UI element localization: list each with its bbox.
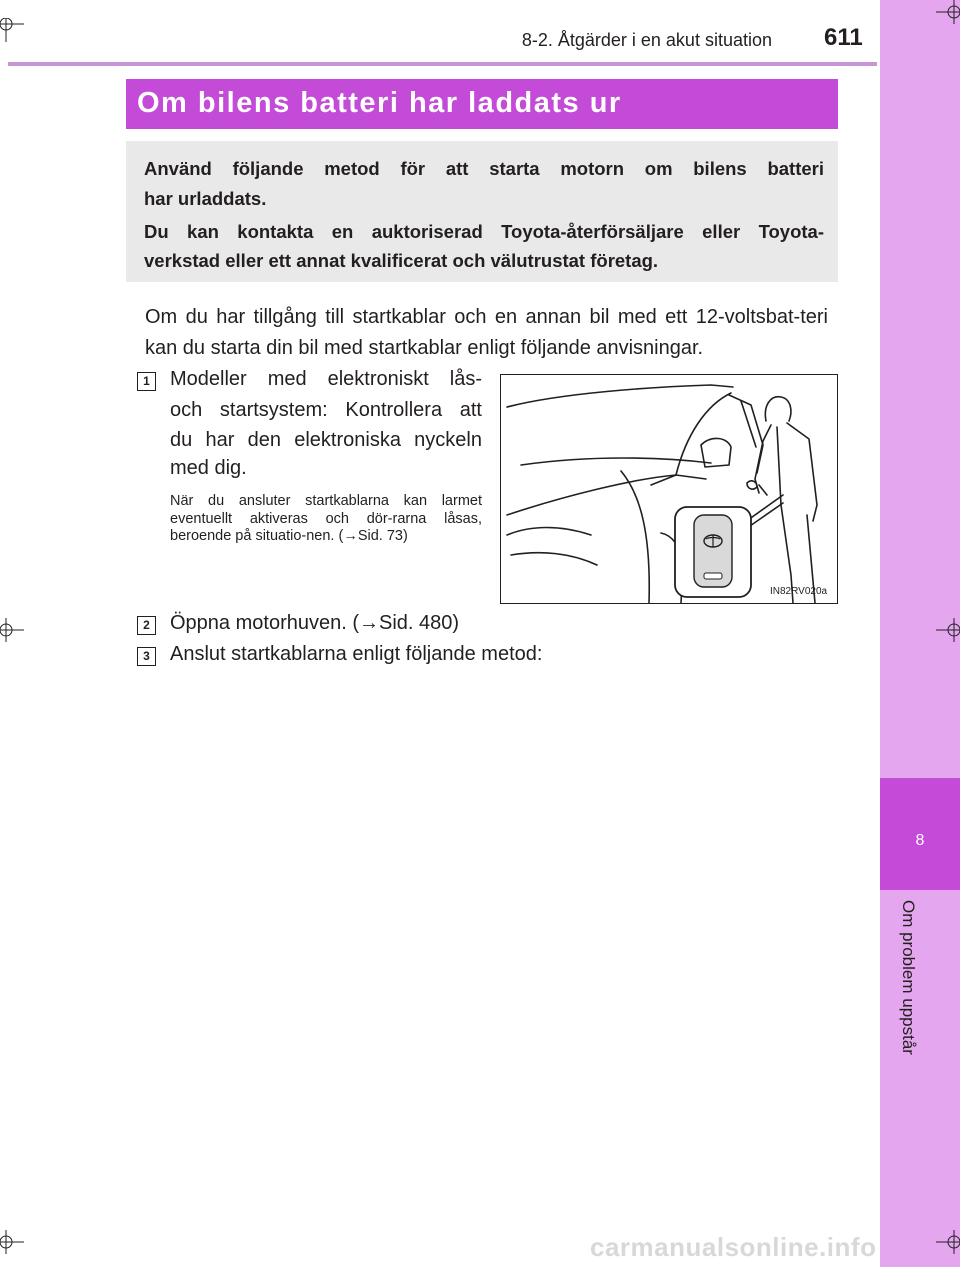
arrow-icon: →	[343, 528, 358, 544]
chapter-number: 8	[915, 832, 925, 849]
crop-mark-icon	[0, 18, 24, 42]
crop-mark-icon	[936, 618, 960, 642]
header-rule	[8, 62, 877, 66]
step-2-label: Öppna motorhuven. (	[170, 612, 359, 634]
note-page-ref: Sid. 73)	[357, 528, 408, 544]
step-1-line-2: och startsystem: Kontrollera att	[170, 399, 482, 421]
step-3-text: Anslut startkablarna enligt följande metod:	[170, 643, 543, 665]
car-key-illustration	[500, 374, 838, 604]
chapter-title: Om problem uppstår	[899, 900, 918, 1055]
step-1-line-4: med dig.	[170, 457, 247, 479]
arrow-icon: →	[359, 612, 379, 634]
note-text: När du ansluter startkablarna kan larmet eventuellt aktiveras och dör-rarna låsas, beroende på situatio-nen. (	[170, 493, 482, 544]
crop-mark-icon	[936, 1230, 960, 1254]
crop-mark-icon	[936, 0, 960, 24]
step-number-2: 2	[137, 616, 156, 635]
step-1-line-3: du har den elektroniska nyckeln	[170, 429, 482, 451]
intro-line-1: Använd följande metod för att starta motorn om bilens batteri	[144, 158, 824, 179]
page-title: Om bilens batteri har laddats ur	[137, 87, 622, 119]
step-number-1: 1	[137, 372, 156, 391]
intro-line-3: Du kan kontakta en auktoriserad Toyota-återförsäljare eller Toyota-	[144, 221, 824, 242]
step-1-note	[170, 493, 482, 546]
step-2-text	[170, 609, 459, 638]
step-1-line-1: Modeller med elektroniskt lås-	[170, 368, 482, 390]
crop-mark-icon	[0, 618, 24, 642]
watermark: carmanualsonline.info	[590, 1232, 877, 1262]
car-door-drawing	[501, 375, 837, 603]
step-2-page-ref: Sid. 480)	[379, 612, 460, 634]
crop-mark-icon	[0, 1230, 24, 1254]
figure-code: IN82RV020a	[770, 586, 828, 597]
intro-line-4: verkstad eller ett annat kvalificerat och välutrustat företag.	[144, 250, 659, 271]
intro-line-2: har urladdats.	[144, 188, 267, 209]
body-paragraph: Om du har tillgång till startkablar och en annan bil med ett 12-voltsbat-teri kan du starta din bil med startkablar enligt följande anvisningar.	[145, 306, 828, 359]
section-header: 8-2. Åtgärder i en akut situation	[521, 30, 772, 50]
page-number: 611	[824, 24, 863, 51]
step-number-3: 3	[137, 647, 156, 666]
